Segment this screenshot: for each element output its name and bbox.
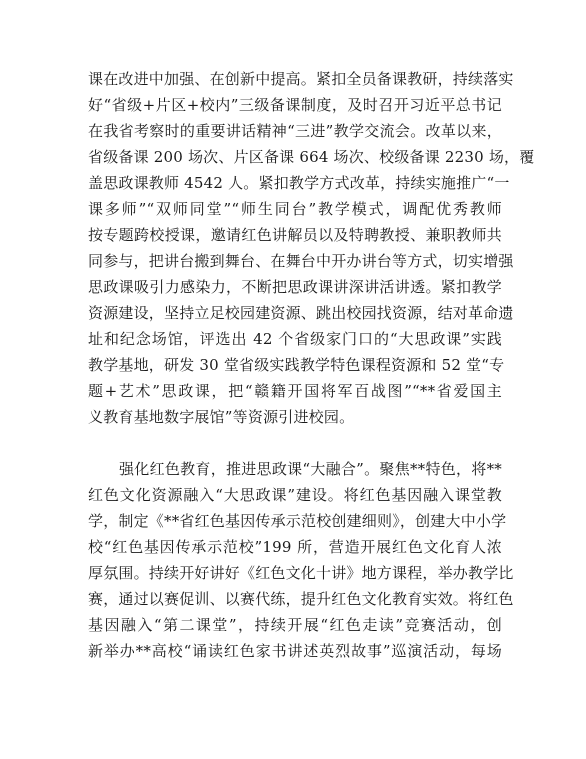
text-line: 资源建设，坚持立足校园建资源、跳出校园找资源，结对革命遗 — [88, 304, 514, 322]
text-line: 按专题跨校授课，邀请红色讲解员以及特聘教授、兼职教师共 — [88, 226, 502, 244]
paragraph-gap — [88, 430, 502, 456]
text-line: 强化红色教育，推进思政课“大融合”。聚焦**特色，将** — [119, 460, 502, 478]
document-body — [88, 66, 535, 664]
text-line: 学，制定《**省红色基因传承示范校创建细则》，创建大中小学 — [88, 512, 507, 530]
text-line: 基因融入“第二课堂”，持续开展“红色走读”竞赛活动，创 — [88, 616, 502, 634]
paragraph-2 — [88, 456, 514, 664]
text-line: 课在改进中加强、在创新中提高。紧扣全员备课教研，持续落实 — [88, 70, 514, 88]
text-line: 盖思政课教师 4542 人。紧扣教学方式改革，持续实施推广“一 — [88, 174, 510, 192]
text-line: 校“红色基因传承示范校”199 所，营造开展红色文化育人浓 — [88, 538, 502, 556]
text-line: 在我省考察时的重要讲话精神“三进”教学交流会。改革以来， — [88, 122, 502, 140]
text-line: 红色文化资源融入“大思政课”建设。将红色基因融入课堂教 — [88, 486, 502, 504]
text-line: 思政课吸引力感染力，不断把思政课讲深讲活讲透。紧扣教学 — [88, 278, 502, 296]
text-line: 义教育基地数字展馆”等资源引进校园。 — [88, 408, 355, 426]
text-line: 赛，通过以赛促训、以赛代练，提升红色文化教育实效。将红色 — [88, 590, 514, 608]
text-line: 省级备课 200 场次、片区备课 664 场次、校级备课 2230 场，覆 — [88, 148, 535, 166]
text-line: 好“省级+片区+校内”三级备课制度，及时召开习近平总书记 — [88, 96, 502, 114]
text-line: 课多师”“双师同堂”“师生同台”教学模式，调配优秀教师 — [88, 200, 502, 218]
text-line: 同参与，把讲台搬到舞台、在舞台中开办讲台等方式，切实增强 — [88, 252, 514, 270]
text-line: 题+艺术”思政课，把“赣籍开国将军百战图”“**省爱国主 — [88, 382, 502, 400]
text-line: 厚氛围。持续开好讲好《红色文化十讲》地方课程，举办教学比 — [88, 564, 514, 582]
text-line: 址和纪念场馆，评选出 42 个省级家门口的“大思政课”实践 — [88, 330, 502, 348]
text-line: 教学基地，研发 30 堂省级实践教学特色课程资源和 52 堂“专 — [88, 356, 505, 374]
text-line: 新举办**高校“诵读红色家书讲述英烈故事”巡演活动，每场 — [88, 642, 502, 660]
paragraph-1 — [88, 66, 535, 430]
